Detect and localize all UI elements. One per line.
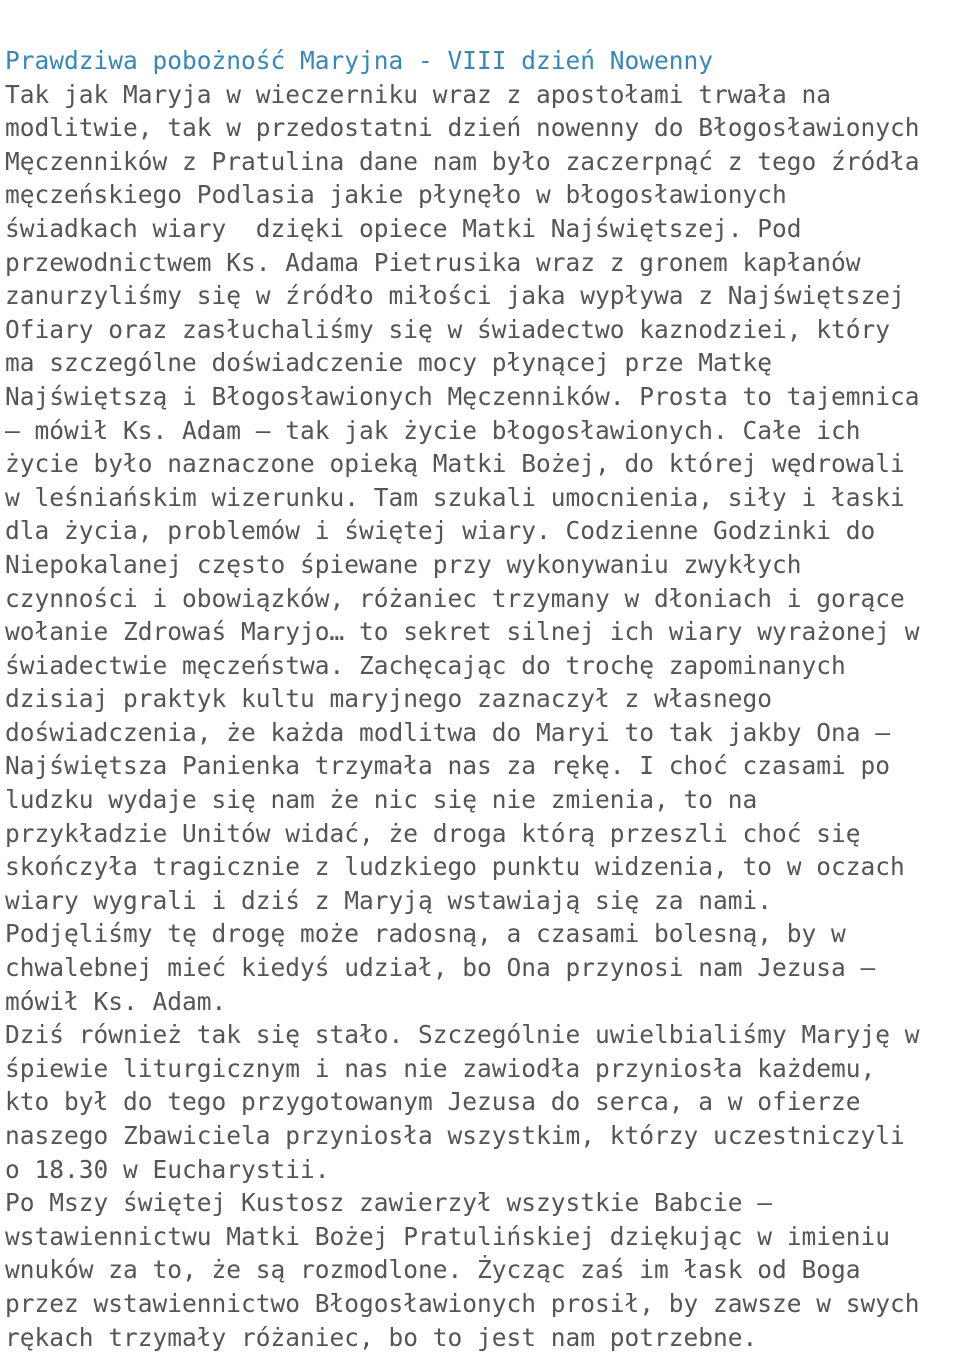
text-line: przez wstawiennictwo Błogosławionych prosił, by zawsze w swych [5, 1288, 920, 1318]
text-line: śpiewie liturgicznym i nas nie zawiodła przyniosła każdemu, [5, 1053, 876, 1083]
text-line: Najświętszą i Błogosławionych Męczenników. Prosta to tajemnica [5, 381, 920, 411]
text-line: ludzku wydaje się nam że nic się nie zmienia, to na [5, 785, 758, 815]
text-line: dzisiaj praktyk kultu maryjnego zaznaczył z własnego [5, 684, 773, 714]
text-line: mówił Ks. Adam. [5, 986, 227, 1016]
text-line: – mówił Ks. Adam – tak jak życie błogosławionych. Całe ich [5, 415, 861, 445]
text-line: Najświętsza Panienka trzymała nas za rękę. I choć czasami po [5, 751, 891, 781]
text-line: wołanie Zdrowaś Maryjo… to sekret silnej ich wiary wyrażonej w [5, 617, 920, 647]
text-line: ma szczególne doświadczenie mocy płynącej prze Matkę [5, 348, 773, 378]
text-line: doświadczenia, że każda modlitwa do Maryi to tak jakby Ona – [5, 717, 891, 747]
text-line: Dziś również tak się stało. Szczególnie uwielbialiśmy Maryję w [5, 1020, 920, 1050]
text-line: kto był do tego przygotowanym Jezusa do serca, a w ofierze [5, 1087, 861, 1117]
text-line: o 18.30 w Eucharystii. [5, 1154, 330, 1184]
text-line: chwalebnej mieć kiedyś udział, bo Ona przynosi nam Jezusa – [5, 953, 876, 983]
text-line: świadectwie męczeństwa. Zachęcając do trochę zapominanych [5, 650, 846, 680]
text-line: przykładzie Unitów widać, że droga którą przeszli choć się [5, 818, 861, 848]
text-line: Po Mszy świętej Kustosz zawierzył wszystkie Babcie – [5, 1188, 773, 1218]
text-line: modlitwie, tak w przedostatni dzień nowenny do Błogosławionych [5, 113, 920, 143]
text-line: zanurzyliśmy się w źródło miłości jaka wypływa z Najświętszej [5, 281, 905, 311]
text-line: Niepokalanej często śpiewane przy wykonywaniu zwykłych [5, 549, 802, 579]
text-line: skończyła tragicznie z ludzkiego punktu widzenia, to w oczach [5, 852, 905, 882]
article-title: Prawdziwa pobożność Maryjna - VIII dzień Nowenny [5, 46, 714, 75]
text-line: Podjęliśmy tę drogę może radosną, a czasami bolesną, by w [5, 919, 846, 949]
text-line: wstawiennictwu Matki Bożej Pratulińskiej dziękując w imieniu [5, 1221, 891, 1251]
text-line: wiary wygrali i dziś z Maryją wstawiają się za nami. [5, 885, 773, 915]
article [5, 44, 955, 1354]
text-line: Ofiary oraz zasłuchaliśmy się w świadectwo kaznodziei, który [5, 314, 891, 344]
text-line: Tak jak Maryja w wieczerniku wraz z apostołami trwała na [5, 79, 832, 109]
text-line: naszego Zbawiciela przyniosła wszystkim, którzy uczestniczyli [5, 1121, 905, 1150]
text-line: dla życia, problemów i świętej wiary. Codzienne Godzinki do [5, 516, 876, 546]
text-line: przewodnictwem Ks. Adama Pietrusika wraz z gronem kapłanów [5, 247, 861, 277]
text-line: w leśniańskim wizerunku. Tam szukali umocnienia, siły i łaski [5, 482, 905, 512]
text-line: wnuków za to, że są rozmodlone. Życząc zaś im łask od Boga [5, 1255, 861, 1285]
text-line: męczeńskiego Podlasia jakie płynęło w błogosławionych [5, 180, 787, 210]
text-line: życie było naznaczone opieką Matki Bożej, do której wędrowali [5, 449, 905, 479]
article-body [5, 78, 955, 1354]
text-line: świadkach wiary dzięki opiece Matki Najświętszej. Pod [5, 213, 802, 243]
text-line: czynności i obowiązków, różaniec trzymany w dłoniach i gorące [5, 583, 905, 613]
text-line: rękach trzymały różaniec, bo to jest nam potrzebne. [5, 1322, 758, 1352]
text-line: Męczenników z Pratulina dane nam było zaczerpnąć z tego źródła [5, 146, 920, 176]
